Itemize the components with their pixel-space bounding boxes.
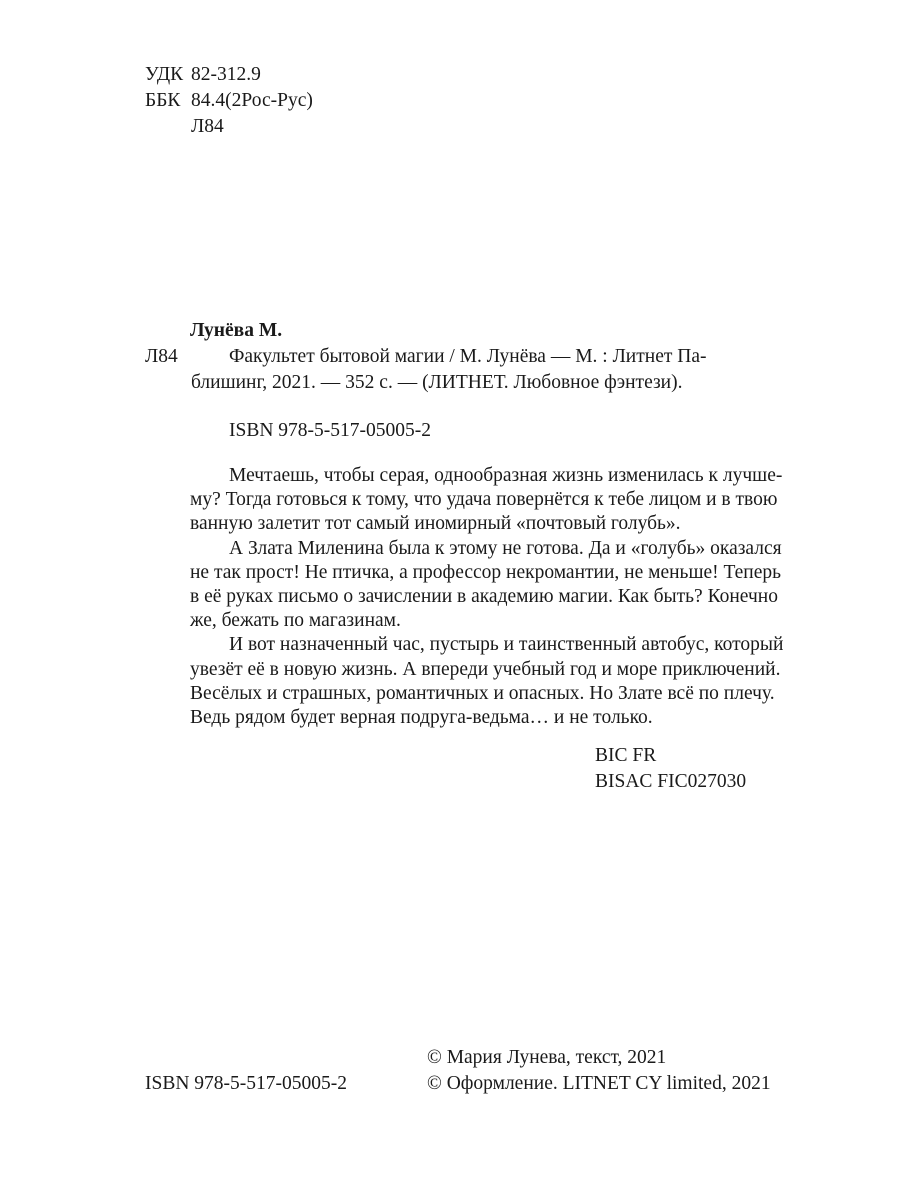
author-name: Лунёва М. bbox=[190, 320, 283, 341]
bib-line-2: блишинг, 2021. — 352 с. — (ЛИТНЕТ. Любовное фэнтези). bbox=[191, 372, 683, 393]
annotation-line: же, бежать по магазинам. bbox=[190, 610, 401, 632]
bib-line-1: Факультет бытовой магии / М. Лунёва — М. : Литнет Па- bbox=[229, 346, 707, 367]
annotation-line: му? Тогда готовься к тому, что удача повернётся к тебе лицом и в твою bbox=[190, 489, 778, 511]
bisac-code: BISAC FIC027030 bbox=[595, 771, 747, 792]
annotation-line: в её руках письмо о зачислении в академию магии. Как быть? Конечно bbox=[190, 586, 778, 608]
bibliographic-record bbox=[191, 344, 707, 396]
annotation-line: увезёт её в новую жизнь. А впереди учебный год и море приключений. bbox=[190, 658, 781, 680]
annotation-line: Мечтаешь, чтобы серая, однообразная жизнь изменилась к лучше- bbox=[229, 465, 783, 486]
bbk-row bbox=[145, 88, 313, 114]
bib-cutter: Л84 bbox=[145, 346, 178, 367]
annotation-line: ванную залетит тот самый иномирный «почтовый голубь». bbox=[190, 513, 681, 535]
annotation-line: не так прост! Не птичка, а профессор некромантии, не меньше! Теперь bbox=[190, 561, 782, 583]
copyright-text: © Мария Лунева, текст, 2021 bbox=[427, 1047, 667, 1068]
bbk-value: 84.4(2Рос-Рус) bbox=[191, 90, 313, 111]
annotation-line: А Злата Миленина была к этому не готова. Да и «голубь» оказался bbox=[229, 537, 782, 559]
isbn-bottom: ISBN 978-5-517-05005-2 bbox=[145, 1073, 348, 1094]
isbn-main: ISBN 978-5-517-05005-2 bbox=[229, 420, 432, 441]
copyright-design: © Оформление. LITNET CY limited, 2021 bbox=[427, 1073, 771, 1094]
annotation bbox=[190, 464, 784, 730]
udk-value: 82-312.9 bbox=[191, 64, 261, 85]
bbk-label: ББК bbox=[145, 90, 181, 111]
annotation-line: И вот назначенный час, пустырь и таинственный автобус, который bbox=[229, 634, 784, 656]
cutter-number: Л84 bbox=[191, 116, 224, 137]
udk-row bbox=[145, 62, 313, 88]
annotation-line: Ведь рядом будет верная подруга-ведьма… и не только. bbox=[190, 707, 653, 729]
udk-label: УДК bbox=[145, 64, 184, 85]
cutter-row bbox=[145, 114, 313, 140]
annotation-line: Весёлых и страшных, романтичных и опасных. Но Злате всё по плечу. bbox=[190, 682, 775, 704]
subject-codes bbox=[595, 743, 746, 795]
bic-code: BIC FR bbox=[595, 745, 657, 766]
copyright-block bbox=[427, 1045, 771, 1097]
classification-codes bbox=[145, 62, 313, 140]
